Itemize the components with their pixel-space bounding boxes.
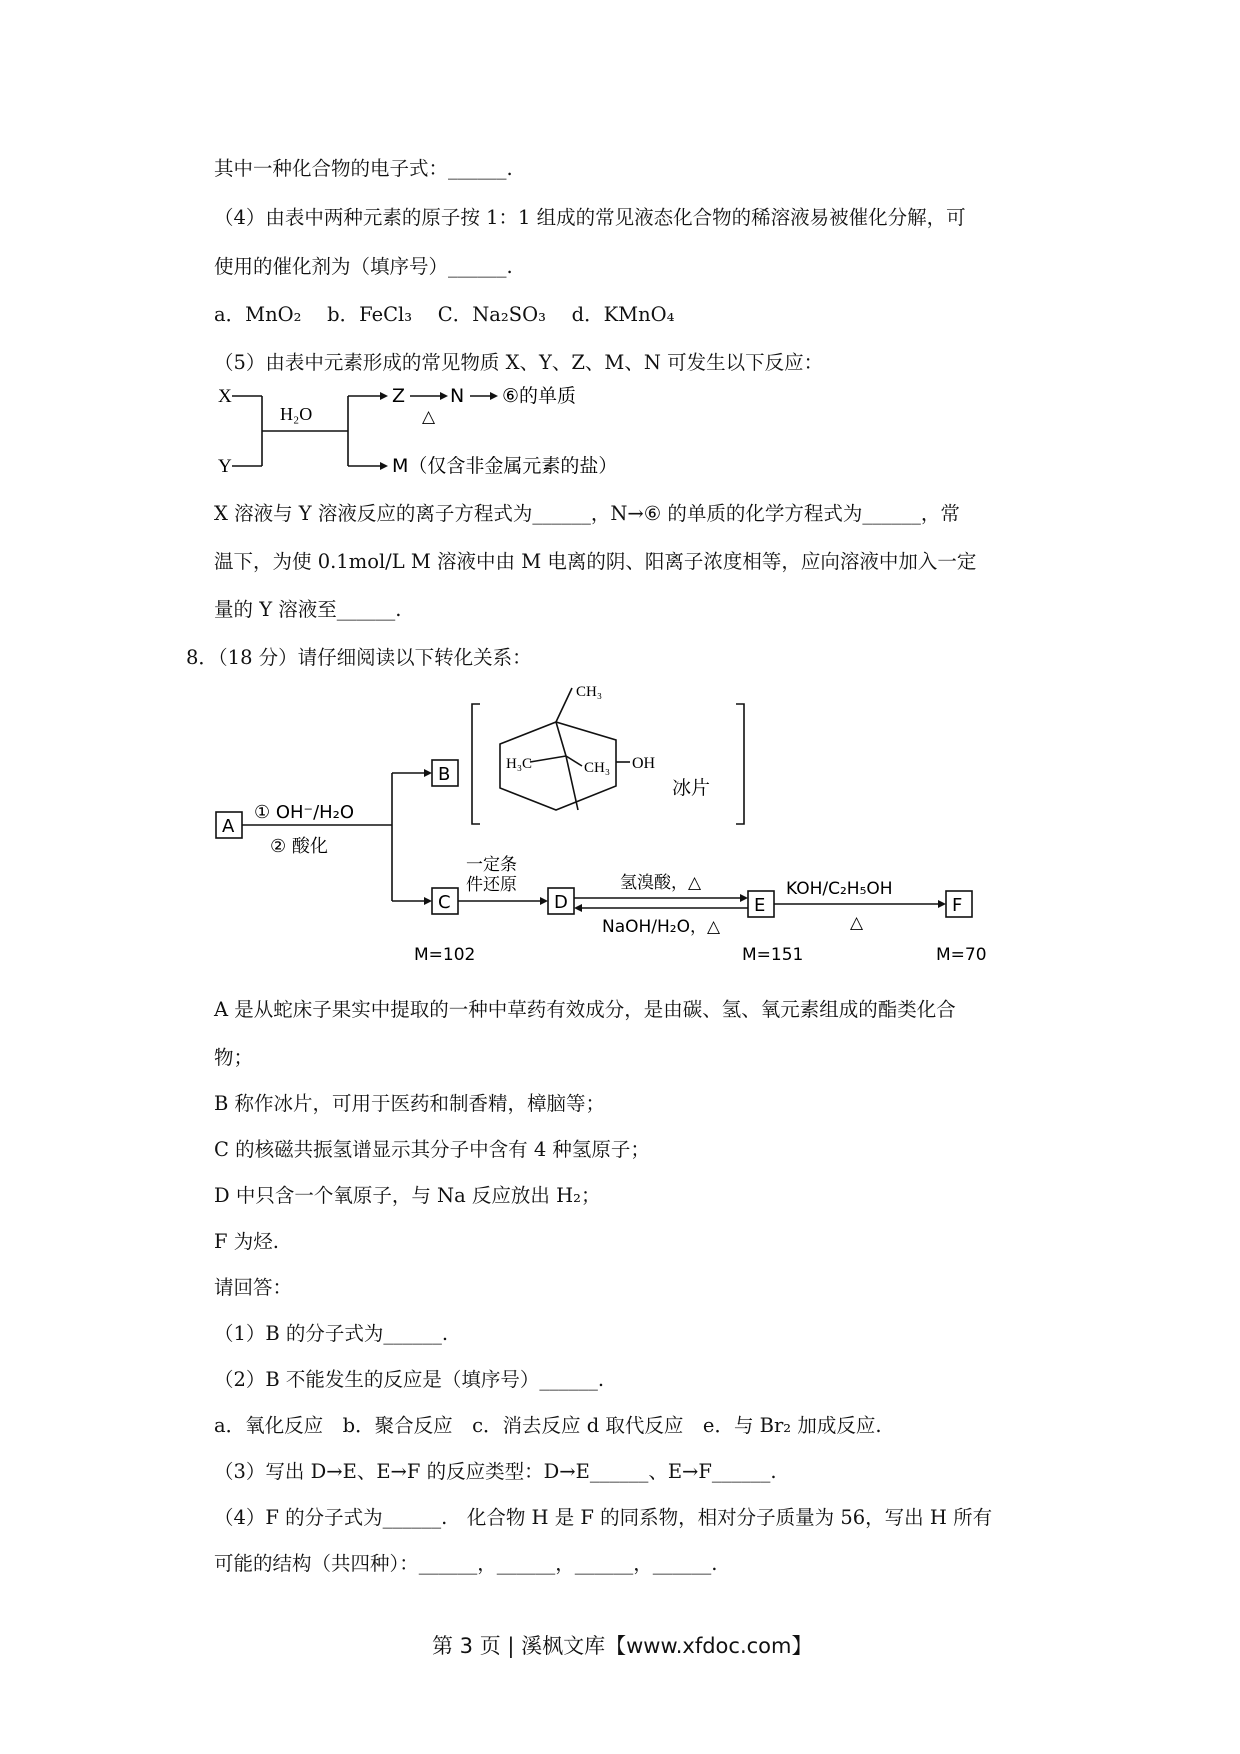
condition-oh-h2o: ① OH⁻/H₂O bbox=[254, 802, 355, 823]
question-4-text: （4）由表中两种元素的原子按 1：1 组成的常见液态化合物的稀溶液易被催化分解，可 bbox=[214, 206, 966, 229]
mass-c: M=102 bbox=[414, 945, 476, 965]
reaction-scheme-xy bbox=[210, 382, 630, 482]
label-c: C bbox=[438, 892, 451, 913]
sub-question-3: （3）写出 D→E、E→F 的反应类型：D→E______、E→F______. bbox=[214, 1460, 777, 1483]
condition-koh: KOH/C₂H₅OH bbox=[786, 879, 893, 899]
question-5-text-2: X 溶液与 Y 溶液反应的离子方程式为______，N→⑥ 的单质的化学方程式为______，常 bbox=[214, 502, 960, 525]
label-sixth-element: ⑥的单质 bbox=[502, 385, 577, 407]
info-b: B 称作冰片，可用于医药和制香精，樟脑等； bbox=[214, 1092, 606, 1115]
question-5-text: （5）由表中元素形成的常见物质 X、Y、Z、M、N 可发生以下反应： bbox=[214, 351, 824, 374]
condition-naoh: NaOH/H₂O，△ bbox=[602, 917, 721, 937]
conversion-diagram bbox=[210, 682, 1010, 982]
label-bingpian: 冰片 bbox=[672, 777, 711, 799]
label-h2o: H₂O bbox=[280, 404, 313, 424]
sub-question-2: （2）B 不能发生的反应是（填序号）______. bbox=[214, 1368, 605, 1391]
sub-question-4: （4）F 的分子式为______. 化合物 H 是 F 的同系物，相对分子质量为 56，写出 H 所有 bbox=[214, 1506, 993, 1529]
please-answer: 请回答： bbox=[214, 1276, 293, 1299]
condition-delta: △ bbox=[850, 913, 864, 933]
info-d: D 中只含一个氧原子，与 Na 反应放出 H₂； bbox=[214, 1184, 601, 1207]
label-h3c: H₃C bbox=[506, 756, 533, 772]
label-x: X bbox=[218, 386, 232, 407]
label-f: F bbox=[952, 895, 963, 916]
label-n: N bbox=[450, 385, 465, 407]
delta-sign: △ bbox=[422, 407, 436, 427]
info-a-cont: 物； bbox=[214, 1046, 254, 1069]
mass-f: M=70 bbox=[936, 945, 987, 965]
sub-question-1: （1）B 的分子式为______. bbox=[214, 1322, 449, 1345]
sub-question-2-options: a．氧化反应 b．聚合反应 c．消去反应 d 取代反应 e．与 Br₂ 加成反应. bbox=[214, 1414, 882, 1437]
label-e: E bbox=[754, 895, 766, 916]
label-b: B bbox=[438, 764, 451, 785]
label-z: Z bbox=[392, 385, 406, 407]
info-a: A 是从蛇床子果实中提取的一种中草药有效成分，是由碳、氢、氧元素组成的酯类化合 bbox=[214, 998, 956, 1021]
label-a: A bbox=[222, 816, 235, 837]
label-ch3-top: CH₃ bbox=[576, 684, 603, 700]
question-4-options: a．MnO₂ b．FeCl₃ C．Na₂SO₃ d．KMnO₄ bbox=[214, 303, 675, 326]
label-oh: OH bbox=[632, 755, 656, 772]
label-ch3-mid: CH₃ bbox=[584, 760, 611, 776]
question-5-text-3: 温下，为使 0.1mol/L M 溶液中由 M 电离的阴、阳离子浓度相等，应向溶液中加入一定 bbox=[214, 550, 977, 573]
sub-question-4-cont: 可能的结构（共四种）：______，______，______，______. bbox=[214, 1552, 718, 1575]
mass-e: M=151 bbox=[742, 945, 804, 965]
condition-reduce-1: 一定条 bbox=[466, 855, 517, 875]
page-footer: 第 3 页 | 溪枫文库【www.xfdoc.com】 bbox=[432, 1634, 813, 1658]
label-m-salt: M（仅含非金属元素的盐） bbox=[392, 455, 618, 477]
question-8-title: 8．（18 分）请仔细阅读以下转化关系： bbox=[186, 646, 532, 669]
condition-hbr: 氢溴酸，△ bbox=[620, 873, 702, 893]
condition-acidify: ② 酸化 bbox=[270, 836, 328, 857]
info-c: C 的核磁共振氢谱显示其分子中含有 4 种氢原子； bbox=[214, 1138, 650, 1161]
text-line-1: 其中一种化合物的电子式：______. bbox=[214, 157, 513, 180]
label-y: Y bbox=[218, 456, 232, 477]
question-4-text-cont: 使用的催化剂为（填序号）______. bbox=[214, 255, 513, 278]
condition-reduce-2: 件还原 bbox=[466, 875, 517, 895]
info-f: F 为烃. bbox=[214, 1230, 279, 1253]
label-d: D bbox=[554, 892, 568, 913]
question-5-text-4: 量的 Y 溶液至______. bbox=[214, 598, 402, 621]
